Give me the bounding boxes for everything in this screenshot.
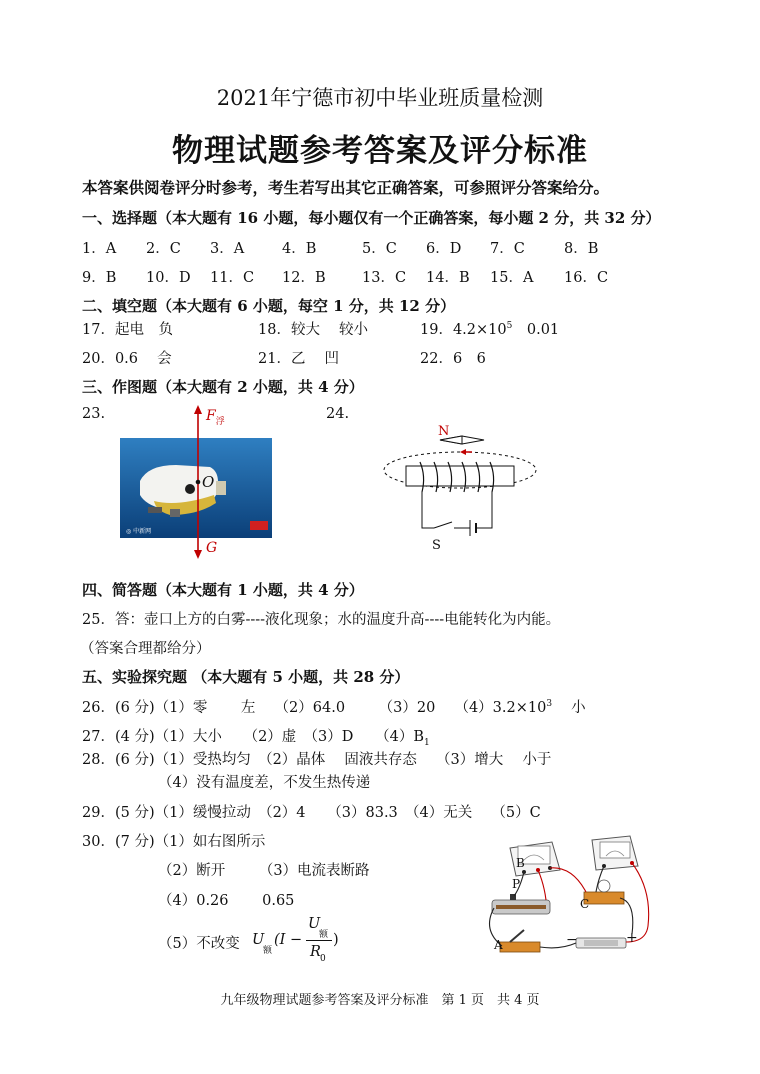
buoyancy-force-figure (118, 403, 278, 563)
circuit-label-b: B (516, 856, 525, 870)
compass-north-label: N (438, 424, 450, 439)
choice-answer: 3．A (210, 241, 245, 257)
fill-answer-19 (420, 318, 559, 339)
choice-answer: 12．B (282, 270, 326, 286)
choice-answer: 14．B (426, 270, 470, 286)
experiment-answer-27: 27．(4 分)（1）大小 （2）虚 （3）D $(4)B_1$ (82, 729, 430, 748)
buoyant-force-label: $F_浮$ (206, 408, 225, 427)
fill-answer-20: 20．0.6 会 (82, 351, 172, 367)
experiment-answer-30-part2: （2）断开 （3）电流表断路 (158, 863, 370, 879)
lamp-icon (584, 880, 624, 904)
battery-icon (576, 938, 626, 948)
choice-answer: 7．C (490, 241, 525, 257)
switch-icon (434, 522, 452, 528)
choice-answer: 8．B (564, 241, 599, 257)
battery-plus-label: + (626, 930, 638, 946)
experiment-answer-28: 28．(6 分)（1）受热均匀 （2）晶体 固液共存态 （3）增大 小于 (82, 752, 552, 768)
section-short-answer-heading: 四、简答题（本大题有 1 小题，共 4 分） (82, 581, 364, 599)
drawing-q23-number: 23. (82, 406, 106, 422)
page-footer: 九年级物理试题参考答案及评分标准 第 1 页 共 4 页 (220, 993, 540, 1008)
short-answer-note: （答案合理都给分） (80, 641, 211, 657)
grading-note: 本答案供阅卷评分时参考，考生若写出其它正确答案，可参照评分答案给分。 (82, 178, 610, 197)
fill-answer-21: 21．乙 凹 (258, 351, 340, 367)
choice-answer: 11．C (210, 270, 255, 286)
section-drawing-heading: 三、作图题（本大题有 2 小题，共 4 分） (82, 378, 364, 396)
experiment-answer-28-part4: （4）没有温度差，不发生热传递 (158, 775, 371, 791)
page-title: 2021年宁德市初中毕业班质量检测 (216, 86, 544, 110)
experiment-answer-29: 29．(5 分)（1）缓慢拉动 （2）4 （3）83.3 （4）无关 （5）C (82, 805, 541, 821)
choice-answer: 5．C (362, 241, 397, 257)
circuit-label-p: P (512, 877, 521, 891)
section-fill-heading: 二、填空题（本大题有 6 小题，每空 1 分，共 12 分） (82, 297, 456, 315)
fill-19-tail: 0.01 (512, 322, 560, 338)
ammeter-icon (592, 836, 638, 870)
drawing-q24-number: 24. (326, 406, 350, 422)
gravity-label: G (206, 540, 218, 556)
choice-answer: 9．B (82, 270, 117, 286)
circuit-figure (480, 830, 660, 960)
short-answer-25: 25．答：壶口上方的白雾----液化现象；水的温度升高----电能转化为内能。 (82, 612, 561, 628)
fill-19-exponent: 5 (506, 321, 513, 332)
fill-answer-22: 22．6 6 (420, 351, 486, 367)
circuit-label-c: C (580, 897, 590, 911)
switch-label: S (432, 538, 441, 553)
experiment-answer-26: 26．(6 分)（1）零 左 （2）64.0 （3）20 $(4)3.2\times 10^3$ 小 (82, 699, 586, 716)
battery-minus-label: − (566, 932, 578, 948)
section-choice-heading: 一、选择题（本大题有 16 小题，每小题仅有一个正确答案，每小题 2 分，共 32 分） (82, 209, 661, 227)
choice-answer: 1．A (82, 241, 117, 257)
switch-icon (500, 930, 540, 952)
field-direction-arrow-icon (460, 449, 466, 455)
experiment-answer-30-part4: （4）0.26 0.65 (158, 893, 295, 909)
fill-answer-18: 18．较大 较小 (258, 322, 369, 338)
choice-answer: 10．D (146, 270, 191, 286)
solenoid-figure (380, 418, 540, 558)
fill-19-base: 19．4.2×10 (420, 322, 507, 338)
choice-answer: 15．A (490, 270, 534, 286)
experiment-answer-30-part5: （5）不改变 (158, 936, 240, 952)
choice-answer: 4．B (282, 241, 317, 257)
power-formula: U 额 (I − U 额 R 0 ) (252, 916, 339, 964)
choice-answer: 6．D (426, 241, 462, 257)
choice-answer: 2．C (146, 241, 181, 257)
rheostat-icon (492, 894, 550, 914)
choice-answer: 16．C (564, 270, 609, 286)
fill-answer-17: 17．起电 负 (82, 322, 173, 338)
page-subtitle: 物理试题参考答案及评分标准 (172, 133, 588, 169)
circuit-label-a: A (494, 938, 503, 952)
center-point-label: O (202, 473, 215, 491)
choice-answer: 13．C (362, 270, 407, 286)
svg-text:◎ 中新网: ◎ 中新网 (126, 528, 152, 535)
section-experiment-heading: 五、实验探究题 （本大题有 5 小题，共 28 分） (82, 668, 410, 686)
experiment-answer-30: 30．(7 分)（1）如右图所示 (82, 834, 266, 850)
